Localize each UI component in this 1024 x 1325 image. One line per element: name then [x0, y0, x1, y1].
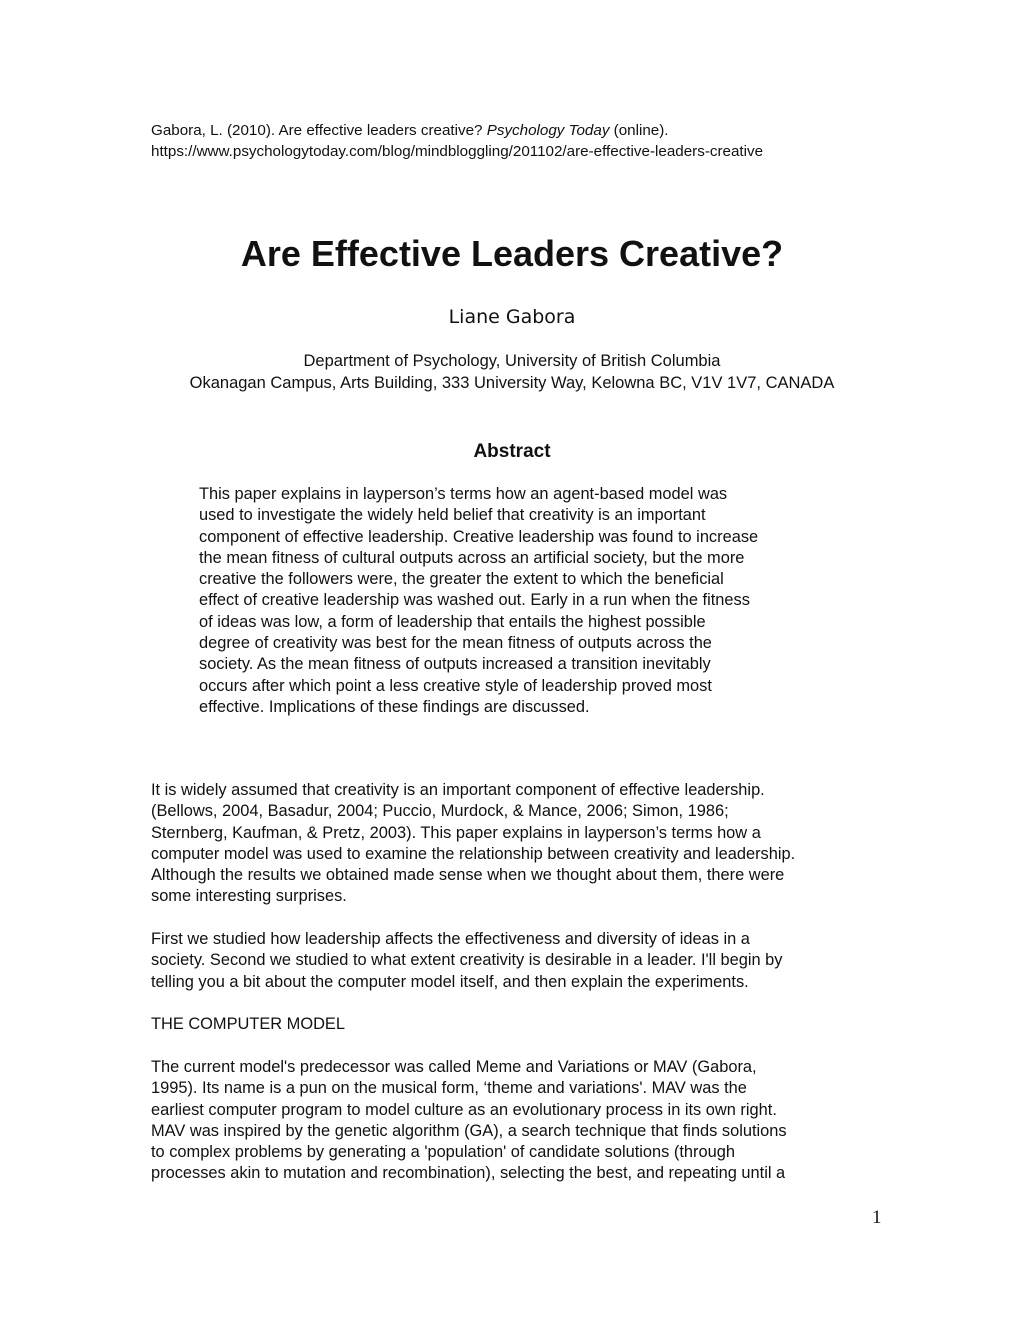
paragraph-line: Sternberg, Kaufman, & Pretz, 2003). This paper explains in layperson’s terms how a	[151, 823, 761, 842]
paragraph-model	[151, 1057, 886, 1185]
paper-title: Are Effective Leaders Creative?	[240, 233, 784, 274]
paragraph-line: to complex problems by generating a 'population' of candidate solutions (through	[151, 1143, 735, 1162]
paragraph-line: 1995). Its name is a pun on the musical form, ‘theme and variations'. MAV was the	[151, 1079, 747, 1098]
abstract-line: degree of creativity was best for the mean fitness of outputs across the	[199, 634, 712, 653]
abstract-line: occurs after which point a less creative style of leadership proved most	[199, 676, 712, 695]
abstract-line: component of effective leadership. Creative leadership was found to increase	[199, 527, 759, 546]
paragraph-line: computer model was used to examine the relationship between creativity and leadership.	[151, 844, 796, 863]
paragraph-line: (Bellows, 2004, Basadur, 2004; Puccio, Murdock, & Mance, 2006; Simon, 1986;	[151, 802, 729, 821]
paragraph-line: First we studied how leadership affects the effectiveness and diversity of ideas in a	[151, 930, 750, 948]
abstract-text	[199, 484, 839, 718]
paragraph-intro	[151, 780, 886, 908]
citation	[151, 120, 911, 162]
affiliation-line: Okanagan Campus, Arts Building, 333 University Way, Kelowna BC, V1V 1V7, CANADA	[189, 373, 835, 392]
abstract-line: This paper explains in layperson’s terms how an agent-based model was	[199, 485, 728, 503]
abstract-line: of ideas was low, a form of leadership that entails the highest possible	[199, 612, 706, 631]
paragraph-line: The current model's predecessor was called Meme and Variations or MAV (Gabora,	[151, 1058, 757, 1076]
page-number: 1	[872, 1207, 882, 1228]
abstract-line: effective. Implications of these findings are discussed.	[199, 697, 590, 716]
affiliation-line: Department of Psychology, University of British Columbia	[303, 352, 721, 370]
paragraph-line: telling you a bit about the computer model itself, and then explain the experiments.	[151, 972, 749, 991]
section-heading-text: THE COMPUTER MODEL	[151, 1015, 345, 1033]
affiliation	[0, 351, 1024, 394]
abstract-heading: Abstract	[473, 441, 551, 462]
paragraph-line: MAV was inspired by the genetic algorithm (GA), a search technique that finds solutions	[151, 1121, 787, 1140]
citation-line-1	[151, 120, 911, 141]
abstract-line: the mean fitness of cultural outputs across an artificial society, but the more	[199, 548, 745, 567]
abstract-line: society. As the mean fitness of outputs increased a transition inevitably	[199, 655, 711, 674]
section-heading	[151, 1014, 886, 1035]
abstract-line: creative the followers were, the greater the extent to which the beneficial	[199, 570, 724, 589]
paragraph-line: some interesting surprises.	[151, 887, 347, 906]
paragraph-line: Although the results we obtained made sense when we thought about them, there were	[151, 866, 785, 885]
paragraph-line: processes akin to mutation and recombination), selecting the best, and repeating until a	[151, 1164, 786, 1183]
author-name: Liane Gabora	[448, 306, 576, 328]
citation-url[interactable]: https://www.psychologytoday.com/blog/mindbloggling/201102/are-effective-leaders-creative	[151, 143, 764, 160]
citation-prefix: Gabora, L. (2010). Are effective leaders creative?	[151, 122, 487, 139]
paragraph-line: earliest computer program to model culture as an evolutionary process in its own right.	[151, 1100, 777, 1119]
abstract-line: effect of creative leadership was washed out. Early in a run when the fitness	[199, 591, 750, 610]
paragraph-line: society. Second we studied to what extent creativity is desirable in a leader. I'll begin by	[151, 951, 783, 970]
citation-journal: Psychology Today	[486, 122, 610, 139]
paragraph-overview	[151, 929, 886, 993]
paragraph-line: It is widely assumed that creativity is an important component of effective leadership.	[151, 781, 765, 799]
citation-suffix: (online).	[609, 122, 669, 139]
abstract-line: used to investigate the widely held belief that creativity is an important	[199, 506, 706, 525]
